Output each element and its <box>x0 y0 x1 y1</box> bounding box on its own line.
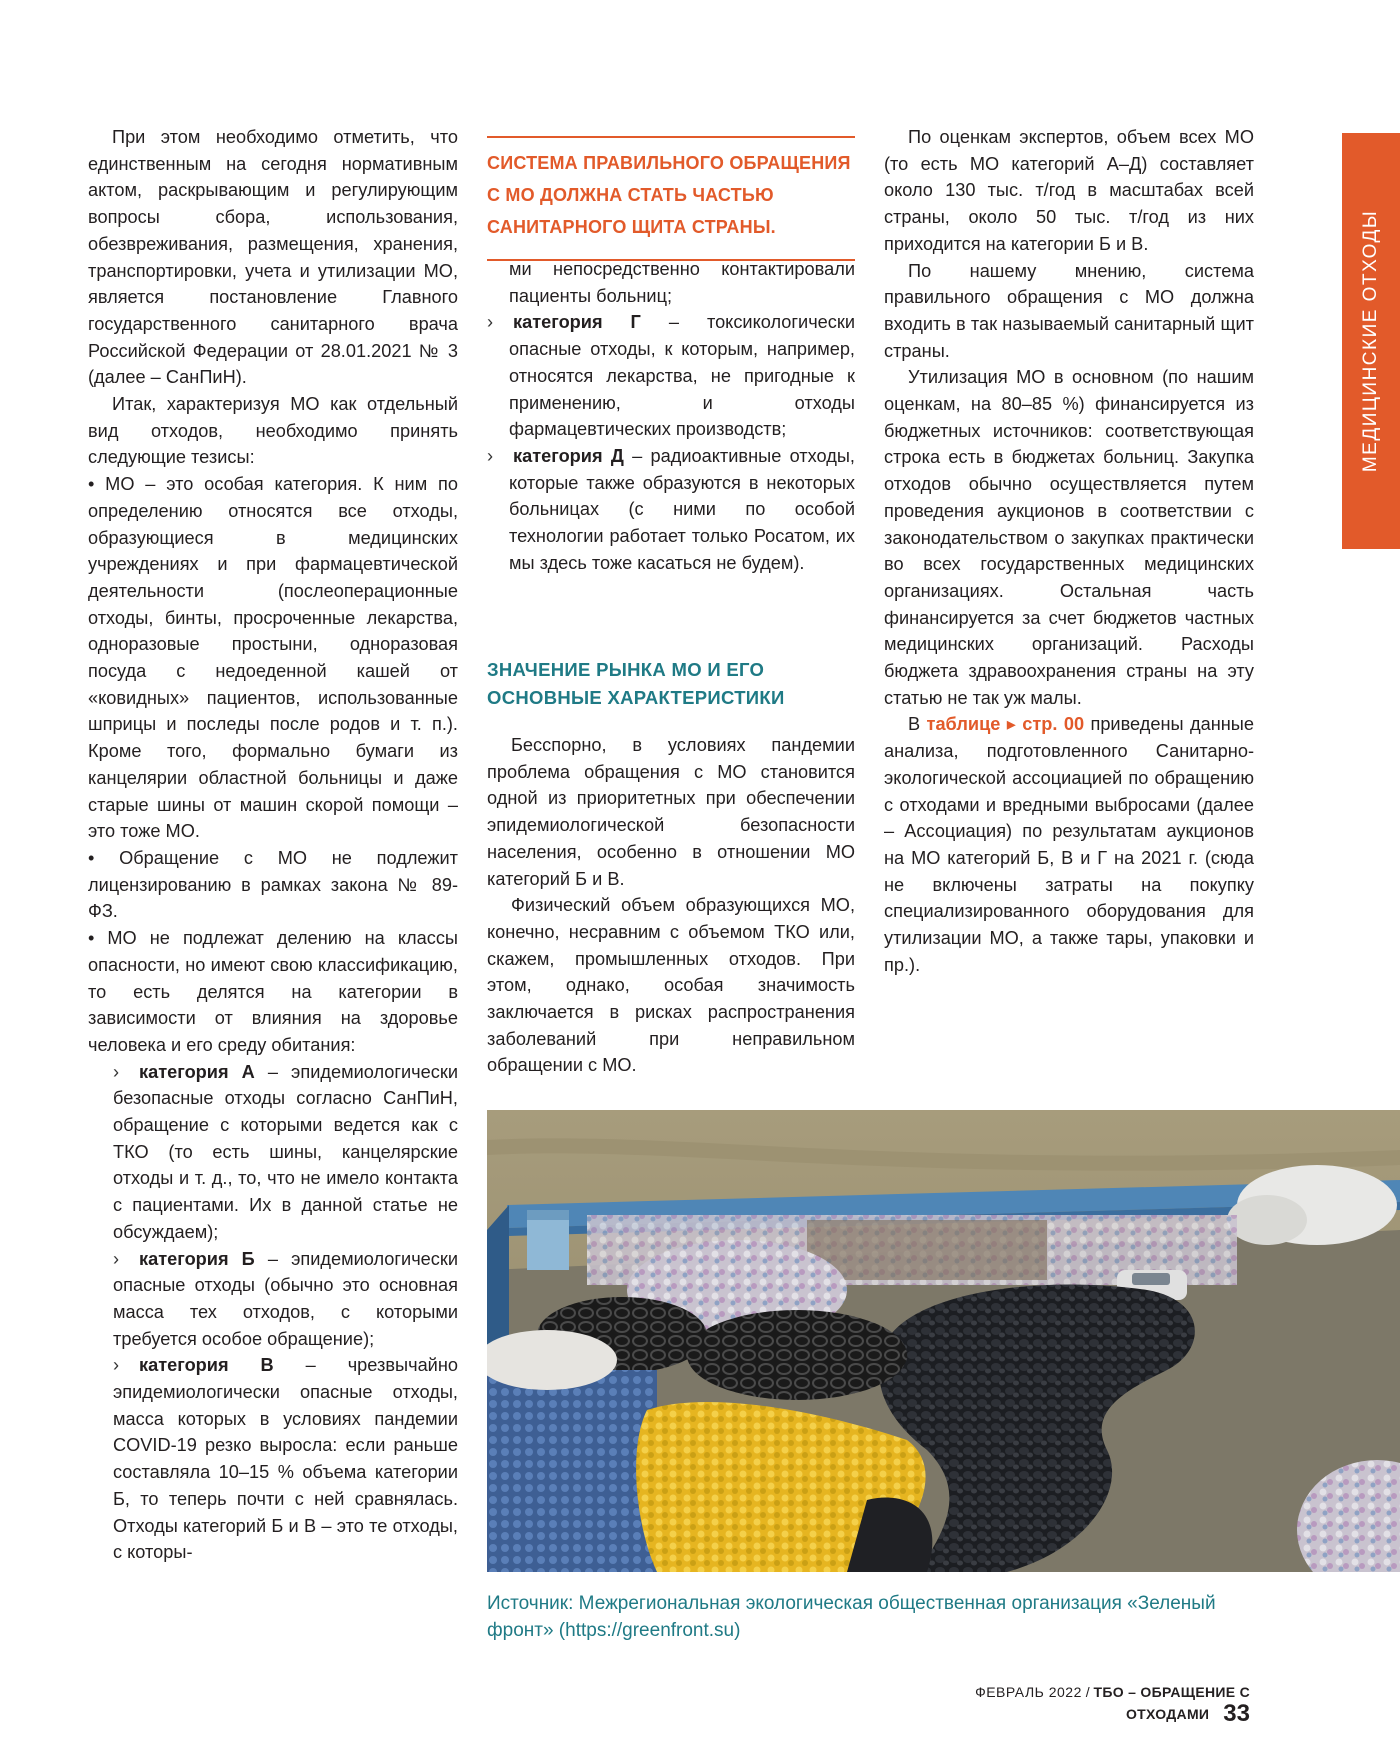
chevron-right-icon: › <box>487 312 494 333</box>
page-number: 33 <box>1223 1700 1250 1727</box>
chevron-right-icon: › <box>113 1248 120 1269</box>
bullet-item: • Обращение с МО не подлежит лицензированию в рамках закона № 89-ФЗ. <box>88 847 458 922</box>
column-1 <box>88 124 458 1566</box>
paragraph: При этом необходимо отметить, что единственным на сегодня нормативным актом, раскрывающим и регулирующим вопросы сбора, использования, обезвреживания, размещения, хранения, транспортировки, учета и утилизации МО, является постановление Главного государственного санитарного врача Российской Федерации от 28.01.2021 № 3 (далее – СанПиН). <box>88 127 458 388</box>
photo-caption: Источник: Межрегиональная экологическая общественная организация «Зеленый фронт» (https://greenfront.su) <box>487 1593 1216 1641</box>
magazine-title: ТБО – ОБРАЩЕНИЕ С ОТХОДАМИ <box>1093 1684 1250 1722</box>
footer-separator: / <box>1081 1684 1094 1700</box>
section-side-tab <box>1342 133 1400 549</box>
paragraph: Утилизация МО в основном (по нашим оценкам, на 80–85 %) финансируется из бюджетных источников: соответствующая строка есть в бюджетах больниц. Закупка отходов обычно осуществляется путем проведения аукционов в соответствии с законодательством о закупках практически во всех государственных медицинских организациях. Остальная часть финансируется за счет бюджетов частных медицинских организаций. Расходы бюджета здравоохранения страны на эту статью не так уж малы. <box>884 367 1254 708</box>
bullet-item: • МО не подлежат делению на классы опасности, но имеют свою классификацию, то есть делятся на категории в зависимости от влияния на здоровье человека и его среду обитания: <box>88 928 458 1055</box>
category-item: › категория В – чрезвычайно эпидемиологически опасные отходы, масса которых в условиях пандемии COVID-19 резко выросла: если раньше составляла 10–15 % объема категории Б, то теперь почти с ней сравнялась. Отходы категорий Б и В – это те отходы, с которы- <box>88 1352 458 1566</box>
pull-quote: СИСТЕМА ПРАВИЛЬНОГО ОБРАЩЕНИЯ С МО ДОЛЖНА СТАТЬ ЧАСТЬЮ САНИТАРНОГО ЩИТА СТРАНЫ. <box>487 137 855 261</box>
category-item: › категория А – эпидемиологически безопасные отходы согласно СанПиН, обращение с которыми ведется как с ТКО (то есть шины, канцелярские отходы и т. д., то, что не имело контакта с пациентами. Их в данной статье не обсуждаем); <box>88 1059 458 1246</box>
chevron-right-icon: › <box>113 1061 120 1082</box>
bullet-item: • МО – это особая категория. К ним по определению относятся все отходы, образующиеся в медицинских учреждениях и при фармацевтической деятельности (послеоперационные отходы, бинты, просроченные лекарства, одноразовые простыни, одноразовая посуда с недоеденной кашей от «ковидных» пациентов, использованные шприцы и последы после родов и т. п.). Кроме того, формально бумаги из канцелярии областной больницы и даже старые шины от машин скорой помощи – это тоже МО. <box>88 474 458 842</box>
category-item: › категория Г – токсикологически опасные отходы, к которым, например, относятся лекарства, не пригодные к применению, и отходы фармацевтических производств; <box>487 309 855 443</box>
paragraph: Итак, характеризуя МО как отдельный вид отходов, необходимо принять следующие тезисы: <box>88 394 458 468</box>
column-2-lower <box>487 732 855 1079</box>
paragraph: В таблице ▸ стр. 00 приведены данные анализа, подготовленного Санитарно-экологической ассоциацией по обращению с отходами и вредными выбросами (далее – Ассоциация) по результатам аукционов на МО категорий Б, В и Г на 2021 г. (сюда не включены затраты на покупку специализированного оборудования для утилизации МО, а также тары, упаковки и пр.). <box>884 714 1254 975</box>
table-reference-link[interactable]: таблице ▸ стр. 00 <box>926 714 1085 735</box>
paragraph: По нашему мнению, система правильного обращения с МО должна входить в так называемый санитарный щит страны. <box>884 260 1254 361</box>
category-item: › категория Д – радиоактивные отходы, которые также образуются в некоторых больницах (с ними по особой технологии работает только Росатом, их мы здесь тоже касаться не будем). <box>487 443 855 577</box>
chevron-right-icon: › <box>113 1355 120 1376</box>
page-footer <box>880 1684 1250 1727</box>
category-item: › категория Б – эпидемиологически опасные отходы (обычно это основная масса тех отходов, с которыми требуется особое обращение); <box>88 1246 458 1353</box>
column-3 <box>884 124 1254 979</box>
column-2 <box>487 256 855 576</box>
section-heading: ЗНАЧЕНИЕ РЫНКА МО И ЕГО ОСНОВНЫЕ ХАРАКТЕРИСТИКИ <box>487 659 785 708</box>
issue-date: ФЕВРАЛЬ 2022 <box>975 1684 1082 1700</box>
paragraph: Бесспорно, в условиях пандемии проблема обращения с МО становится одной из приоритетных при обеспечении эпидемиологической безопасности населения, особенно в отношении МО категорий Б и В. <box>487 735 855 889</box>
paragraph: Физический объем образующихся МО, конечно, несравним с объемом ТКО или, скажем, промышленных отходов. При этом, однако, особая значимость заключается в рисках распространения заболеваний при неправильном обращении с МО. <box>487 895 855 1076</box>
chevron-right-icon: › <box>487 445 494 466</box>
side-tab-label: МЕДИЦИНСКИЕ ОТХОДЫ <box>1360 209 1381 473</box>
paragraph: ми непосредственно контактировали пациенты больниц; <box>509 259 855 306</box>
waste-site-photo <box>487 1110 1400 1572</box>
paragraph: По оценкам экспертов, объем всех МО (то есть МО категорий А–Д) составляет около 130 тыс. т/год в масштабах всей страны, около 50 тыс. т/год из них приходится на категории Б и В. <box>884 127 1254 254</box>
